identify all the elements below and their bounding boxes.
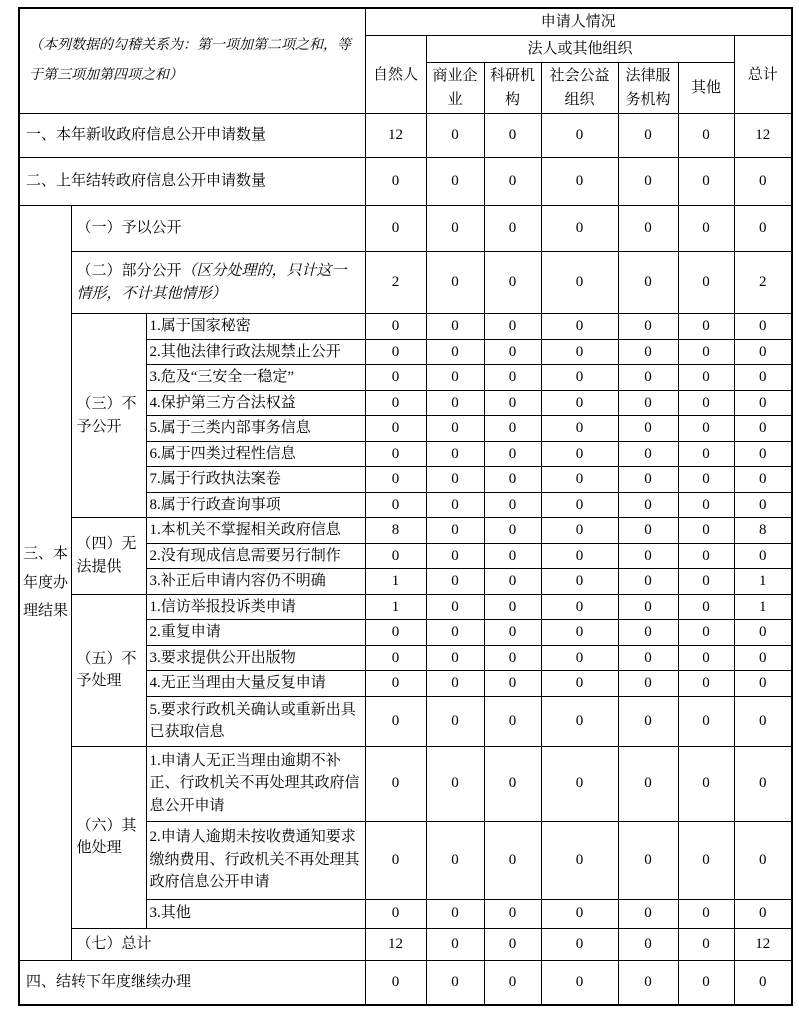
cell-value: 0 [426, 821, 484, 899]
cell-value: 0 [618, 492, 678, 518]
cell-value: 0 [618, 569, 678, 595]
cell-value: 0 [365, 620, 426, 646]
cell-value: 0 [541, 518, 618, 544]
cell-value: 0 [426, 365, 484, 391]
cell-value: 0 [484, 390, 541, 416]
cell-value: 0 [541, 620, 618, 646]
cell-value: 0 [734, 390, 792, 416]
cell-value: 0 [678, 339, 734, 365]
cell-value: 0 [365, 206, 426, 252]
cell-value: 0 [426, 928, 484, 960]
cell-value: 0 [484, 543, 541, 569]
cell-value: 8 [365, 518, 426, 544]
header-legal-or-other-org: 法人或其他组织 [426, 36, 734, 63]
cell-value: 0 [484, 821, 541, 899]
item-label: 8.属于行政查询事项 [146, 492, 365, 518]
cell-value: 0 [734, 821, 792, 899]
table-row [19, 114, 792, 158]
cell-value: 0 [484, 696, 541, 746]
cell-value: 0 [734, 416, 792, 442]
cell-value: 0 [541, 746, 618, 821]
cell-value: 0 [365, 365, 426, 391]
header-other: 其他 [678, 63, 734, 114]
cell-value: 1 [365, 594, 426, 620]
cell-value: 0 [541, 569, 618, 595]
reconciliation-note: （本列数据的勾稽关系为：第一项加第二项之和，等于第三项加第四项之和） [19, 8, 365, 114]
cell-value: 0 [484, 114, 541, 158]
cell-value: 0 [541, 441, 618, 467]
cell-value: 0 [618, 158, 678, 206]
cell-value: 0 [734, 158, 792, 206]
cell-value: 0 [484, 158, 541, 206]
cell-value: 0 [678, 206, 734, 252]
cell-value: 0 [678, 441, 734, 467]
cell-value: 0 [541, 390, 618, 416]
item-label: 5.属于三类内部事务信息 [146, 416, 365, 442]
cell-value: 0 [365, 467, 426, 493]
cell-value: 0 [678, 620, 734, 646]
cell-value: 0 [541, 821, 618, 899]
cell-value: 0 [618, 416, 678, 442]
cell-value: 0 [618, 114, 678, 158]
cell-value: 0 [734, 899, 792, 928]
cell-value: 0 [618, 314, 678, 340]
cell-value: 12 [734, 928, 792, 960]
cell-value: 0 [678, 928, 734, 960]
cell-value: 0 [426, 620, 484, 646]
item-label: 2.申请人逾期未按收费通知要求缴纳费用、行政机关不再处理其政府信息公开申请 [146, 821, 365, 899]
cell-value: 2 [734, 252, 792, 314]
header-legal-service-org: 法律服务机构 [618, 63, 678, 114]
cell-value: 0 [618, 390, 678, 416]
item-label: 1.信访举报投诉类申请 [146, 594, 365, 620]
item-label: 4.保护第三方合法权益 [146, 390, 365, 416]
cell-value: 0 [541, 314, 618, 340]
group-label: （五）不予处理 [71, 594, 146, 746]
row-label: 一、本年新收政府信息公开申请数量 [19, 114, 365, 158]
item-label: 3.危及“三安全一稳定” [146, 365, 365, 391]
cell-value: 0 [426, 492, 484, 518]
cell-value: 0 [484, 928, 541, 960]
cell-value: 0 [678, 390, 734, 416]
cell-value: 0 [618, 696, 678, 746]
cell-value: 0 [734, 696, 792, 746]
cell-value: 0 [365, 960, 426, 1005]
item-label: 2.其他法律行政法规禁止公开 [146, 339, 365, 365]
group-label: （七）总计 [71, 928, 365, 960]
cell-value: 0 [678, 746, 734, 821]
cell-value: 8 [734, 518, 792, 544]
header-total: 总计 [734, 36, 792, 114]
cell-value: 0 [678, 960, 734, 1005]
cell-value: 0 [618, 620, 678, 646]
cell-value: 0 [734, 620, 792, 646]
cell-value: 0 [618, 928, 678, 960]
header-commercial-enterprise: 商业企业 [426, 63, 484, 114]
cell-value: 0 [426, 416, 484, 442]
cell-value: 0 [426, 899, 484, 928]
group-label: （一）予以公开 [71, 206, 365, 252]
cell-value: 0 [678, 671, 734, 697]
cell-value: 0 [734, 339, 792, 365]
item-label: 7.属于行政执法案卷 [146, 467, 365, 493]
group-label-main: （二）部分公开 [76, 263, 182, 279]
cell-value: 0 [734, 492, 792, 518]
cell-value: 0 [541, 594, 618, 620]
cell-value: 0 [484, 645, 541, 671]
cell-value: 0 [541, 696, 618, 746]
header-applicant-info: 申请人情况 [365, 8, 792, 36]
group-label-note: （区分处理的，只计这一情形，不计其他情形） [76, 263, 347, 302]
cell-value: 0 [618, 206, 678, 252]
cell-value: 12 [365, 928, 426, 960]
cell-value: 0 [484, 206, 541, 252]
table-row [19, 746, 792, 821]
section3-label: 三、本年度办理结果 [19, 206, 71, 961]
cell-value: 0 [484, 339, 541, 365]
cell-value: 0 [541, 114, 618, 158]
cell-value: 0 [365, 899, 426, 928]
cell-value: 0 [678, 114, 734, 158]
header-public-welfare-org: 社会公益组织 [541, 63, 618, 114]
cell-value: 0 [426, 746, 484, 821]
group-label: （三）不予公开 [71, 314, 146, 518]
cell-value: 0 [365, 696, 426, 746]
cell-value: 0 [484, 467, 541, 493]
cell-value: 0 [678, 467, 734, 493]
cell-value: 0 [426, 390, 484, 416]
row-label: 二、上年结转政府信息公开申请数量 [19, 158, 365, 206]
cell-value: 0 [541, 645, 618, 671]
cell-value: 0 [426, 206, 484, 252]
header-natural-person: 自然人 [365, 36, 426, 114]
cell-value: 0 [678, 252, 734, 314]
cell-value: 0 [618, 252, 678, 314]
cell-value: 0 [734, 365, 792, 391]
cell-value: 0 [484, 960, 541, 1005]
cell-value: 0 [426, 158, 484, 206]
cell-value: 0 [541, 492, 618, 518]
cell-value: 0 [678, 158, 734, 206]
item-label: 4.无正当理由大量反复申请 [146, 671, 365, 697]
disclosure-applications-table [18, 7, 793, 1006]
cell-value: 0 [541, 339, 618, 365]
cell-value: 0 [678, 365, 734, 391]
table-row [19, 158, 792, 206]
cell-value: 0 [484, 314, 541, 340]
item-label: 2.没有现成信息需要另行制作 [146, 543, 365, 569]
cell-value: 0 [678, 543, 734, 569]
table-row [19, 960, 792, 1005]
cell-value: 0 [365, 441, 426, 467]
cell-value: 0 [426, 543, 484, 569]
cell-value: 0 [484, 518, 541, 544]
cell-value: 0 [426, 518, 484, 544]
table-row [19, 518, 792, 544]
cell-value: 0 [734, 671, 792, 697]
cell-value: 0 [618, 594, 678, 620]
table-row [19, 928, 792, 960]
cell-value: 0 [426, 696, 484, 746]
cell-value: 0 [541, 467, 618, 493]
cell-value: 1 [734, 594, 792, 620]
cell-value: 0 [365, 746, 426, 821]
cell-value: 0 [734, 645, 792, 671]
cell-value: 0 [541, 928, 618, 960]
cell-value: 0 [365, 671, 426, 697]
item-label: 3.要求提供公开出版物 [146, 645, 365, 671]
cell-value: 0 [618, 746, 678, 821]
cell-value: 0 [541, 671, 618, 697]
cell-value: 0 [365, 339, 426, 365]
cell-value: 0 [618, 339, 678, 365]
cell-value: 0 [618, 543, 678, 569]
cell-value: 0 [734, 543, 792, 569]
cell-value: 0 [678, 569, 734, 595]
cell-value: 0 [678, 899, 734, 928]
cell-value: 0 [365, 821, 426, 899]
item-label: 6.属于四类过程性信息 [146, 441, 365, 467]
item-label: 1.属于国家秘密 [146, 314, 365, 340]
cell-value: 0 [484, 416, 541, 442]
table-row [19, 314, 792, 340]
cell-value: 1 [365, 569, 426, 595]
item-label: 3.补正后申请内容仍不明确 [146, 569, 365, 595]
cell-value: 0 [618, 899, 678, 928]
cell-value: 0 [618, 365, 678, 391]
cell-value: 0 [541, 365, 618, 391]
cell-value: 0 [618, 960, 678, 1005]
cell-value: 0 [365, 543, 426, 569]
cell-value: 0 [426, 671, 484, 697]
cell-value: 0 [426, 645, 484, 671]
cell-value: 0 [678, 314, 734, 340]
cell-value: 0 [618, 671, 678, 697]
cell-value: 0 [618, 441, 678, 467]
cell-value: 0 [484, 365, 541, 391]
cell-value: 0 [678, 416, 734, 442]
cell-value: 0 [618, 467, 678, 493]
group-label: （六）其他处理 [71, 746, 146, 928]
cell-value: 0 [484, 620, 541, 646]
cell-value: 0 [365, 390, 426, 416]
item-label: 5.要求行政机关确认或重新出具已获取信息 [146, 696, 365, 746]
cell-value: 0 [618, 645, 678, 671]
cell-value: 0 [678, 645, 734, 671]
cell-value: 0 [734, 314, 792, 340]
cell-value: 0 [426, 114, 484, 158]
header-research-institution: 科研机构 [484, 63, 541, 114]
cell-value: 0 [541, 899, 618, 928]
cell-value: 0 [484, 492, 541, 518]
cell-value: 0 [678, 696, 734, 746]
table-row [19, 206, 792, 252]
cell-value: 0 [484, 441, 541, 467]
cell-value: 0 [678, 518, 734, 544]
row-label: 四、结转下年度继续办理 [19, 960, 365, 1005]
cell-value: 12 [365, 114, 426, 158]
cell-value: 0 [426, 339, 484, 365]
cell-value: 0 [734, 746, 792, 821]
cell-value: 0 [541, 158, 618, 206]
cell-value: 1 [734, 569, 792, 595]
cell-value: 0 [365, 492, 426, 518]
cell-value: 0 [484, 252, 541, 314]
item-label: 1.本机关不掌握相关政府信息 [146, 518, 365, 544]
cell-value: 0 [618, 518, 678, 544]
cell-value: 0 [678, 492, 734, 518]
cell-value: 0 [365, 416, 426, 442]
group-label [71, 252, 365, 314]
cell-value: 12 [734, 114, 792, 158]
cell-value: 0 [426, 960, 484, 1005]
cell-value: 0 [678, 821, 734, 899]
group-label: （四）无法提供 [71, 518, 146, 595]
cell-value: 0 [426, 594, 484, 620]
cell-value: 0 [541, 252, 618, 314]
cell-value: 0 [426, 252, 484, 314]
cell-value: 2 [365, 252, 426, 314]
cell-value: 0 [678, 594, 734, 620]
cell-value: 0 [426, 441, 484, 467]
cell-value: 0 [426, 467, 484, 493]
cell-value: 0 [618, 821, 678, 899]
cell-value: 0 [541, 960, 618, 1005]
cell-value: 0 [365, 314, 426, 340]
item-label: 1.申请人无正当理由逾期不补正、行政机关不再处理其政府信息公开申请 [146, 746, 365, 821]
cell-value: 0 [734, 206, 792, 252]
cell-value: 0 [541, 416, 618, 442]
item-label: 3.其他 [146, 899, 365, 928]
table-row [19, 594, 792, 620]
cell-value: 0 [365, 645, 426, 671]
header-row-1 [19, 8, 792, 36]
cell-value: 0 [734, 467, 792, 493]
cell-value: 0 [734, 441, 792, 467]
table-row [19, 252, 792, 314]
cell-value: 0 [484, 594, 541, 620]
cell-value: 0 [541, 206, 618, 252]
cell-value: 0 [426, 569, 484, 595]
cell-value: 0 [484, 899, 541, 928]
cell-value: 0 [365, 158, 426, 206]
cell-value: 0 [734, 960, 792, 1005]
cell-value: 0 [426, 314, 484, 340]
cell-value: 0 [484, 746, 541, 821]
cell-value: 0 [484, 671, 541, 697]
cell-value: 0 [541, 543, 618, 569]
cell-value: 0 [484, 569, 541, 595]
item-label: 2.重复申请 [146, 620, 365, 646]
